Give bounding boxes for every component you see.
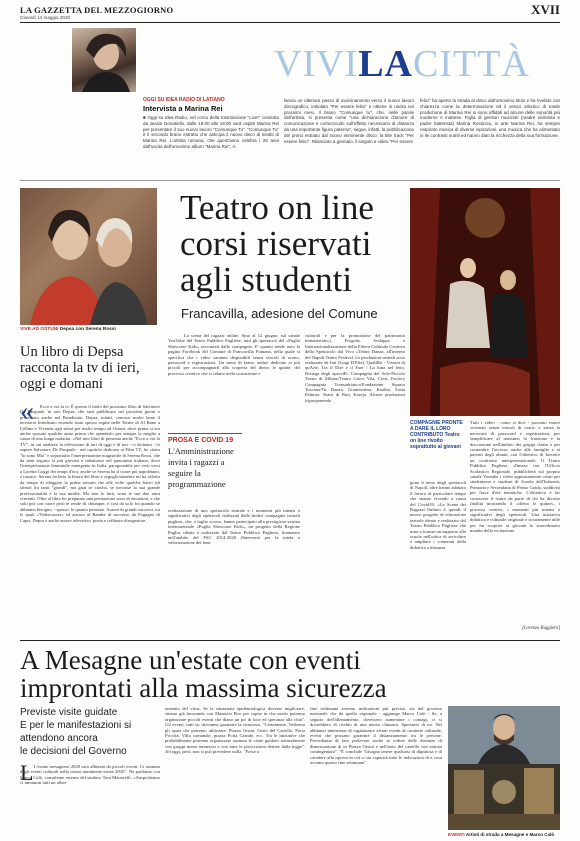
main-story-col4-body: gono il temo degli spettacoli di Napoli, altre hanno adattato il lavoro al particolare tempo che stiamo vivendo a causa del Covid19. «La Scena dei Ragazzi Online» è, quindi, il nuovo progetto di educazione teatrale ideato e realizzato dal Teatro Pubblico Pugliese che mira a fornire un supporto alle scuole nell'ottica di arricchire e ampliare i contenuti della didattica a distanza. bbox=[410, 480, 466, 550]
paper-name: LA GAZZETTA DEL MEZZOGIORNO bbox=[20, 5, 174, 15]
marco-calo-photo bbox=[448, 706, 560, 764]
page-number: XVII bbox=[531, 2, 560, 17]
top-story-title: Intervista a Marina Rei bbox=[143, 104, 223, 113]
stage-performance-icon bbox=[410, 188, 560, 416]
mesagne-photo-caption bbox=[448, 832, 554, 837]
street-performance-icon bbox=[448, 764, 560, 830]
bottom-story-col2: tamento del virus. Se la situazione epidemiologica dovesse migliorare, stiamo già lavorando con Maurizio Piro per capire in che modo potremo organizzare piccoli eventi che diano un po' di luce ed speranza alla città". Gli eventi, tutti in, dovranno garantire la sicurezza. "Certamente. Vedremo gli spazi che potremo utilizzare: Piazza Orsini, l'atrio del Castello, Porta Piccola, Villa comunale, piazza Porta Grande, ecc. Tra le iniziative che probabilmente potremo organizzare saranno le visite guidate, naturalmente con gruppi meno numerosi e con tutte le prescrizioni dettate dalla legge". Ad oggi, però, non si può prevedere nulla. "Forse a bbox=[165, 706, 305, 755]
theatre-photo bbox=[410, 188, 560, 416]
left-story-title: Un libro di Depsa racconta la tv di ieri, oggi e domani bbox=[20, 344, 140, 392]
main-story-col2: realizzazione di uno spettacolo teatrale e i momenti più intensi e significativi degli spettacoli realizzati dalle dodici compagnie teatrali pugliesi, che, a luglio scorso, hanno partecipato alla prestigiosa vetrina internazionale «Puglia Showcase Kids», un progetto della Regione Puglia, ideato e realizzato dal Teatro Pubblico Pugliese, finanziato nell'ambito del FSC 2014-2020 (Interventi per la tutela e valorizzazione dei beni bbox=[168, 508, 300, 546]
main-story-col5: Tutti i video - come si dice - possono essere visionati senza vincoli di orario e senza la necessità di password e registrazioni, per semplificare al massimo la fruizione e la discussione nell'ambito dei gruppi classe e per consentire l'accesso anche alle famiglie e ai parenti degli alunni, con l'obiettivo di favorire un confronto intergenerazionale. Il Teatro Pubblico Pugliese, d'intesa con l'Ufficio Scolastico Regionale, pubblicherà sul proprio canale Youtube i video appositamente creati per studentesse e studenti di Scuola dell'Infanzia, Primaria e Secondaria di Primo Grado, suddivisi per fasce d'età tematiche. L'obiettivo è far conoscere il teatro da parte di chi ha diverse finalità mostrando il «dietro le quinte», i processi creativi, i momenti più intensi e significativi degli spettacoli. Una iniziativa didattica e culturale originale e sicuramente utile per far scoprire ai giovani lo straordinario mondo della recitazione. bbox=[470, 420, 560, 534]
section-la: LA bbox=[358, 43, 413, 85]
portrait-icon-2 bbox=[448, 706, 560, 764]
mesagne-street-photo bbox=[448, 764, 560, 830]
depsa-caption-kicker: VIVE AD OSTUNI bbox=[20, 327, 59, 332]
top-story-col2: lancia un ulteriore passo di avvicinamento verso il nuovo lavoro discografico, intitolato "Per essere felici" e ottiene in uscita nei prossimi mesi. Il brano "Comunque tu", che, nelle parole dell'artista, si presenta come "una dichiarazione d'amore di comunicazione e cortocircuito sull'effetto necessario di distanza da una importante figura paterna", segue, infatti, la pubblicazione del primo estratto dal nuovo imminente disco: la title track "Per essere felici". Rilanciato a gennaio, il singolo e video "Per essere bbox=[284, 98, 414, 144]
bottom-title-line2: improntati alla massima sicurezza bbox=[20, 673, 387, 703]
bottom-story-divider bbox=[20, 640, 560, 641]
bottom-story-dropcap: L bbox=[20, 760, 34, 785]
mesagne-caption-kicker: EVENTI bbox=[448, 832, 465, 837]
top-story-col1: ■ Oggi su Idea Radio, nel corso della trasmissione "Live!" condotta da Jessie Donatiello, dalle 16:00 alle 19:00 sarà ospite Marina Rei per presentare il suo nuovo lavoro "Comunque Tu". "Comunque Tu" è il secondo brano estratto che anticipa il nuovo disco di inediti di Marina Rei. L'artista romana, che quest'anno celebra i 25 anni dall'uscita dell'omonimo album "Marina Rei", ri- bbox=[143, 115, 279, 149]
deck-line2: E per le manifestazioni si bbox=[20, 720, 132, 731]
covid-box-text: L'Amministrazione invita i ragazzi a seguire la programmazione bbox=[168, 446, 234, 489]
masthead bbox=[20, 4, 560, 18]
main-story-col3: culturali e per la promozione del patrimonio immateriale»). Progetto Sviluppo e Internazionalizzazione della Filiera Culturale Creativa dello Spettacolo dal Vivo «Teatro Danza, all'interno del Napoli Teatro Festival. Le produzioni teatrali sono realizzate da Inti (Luigi D'Elia), QualiBò - Visioni di quArte, Tra il Dire e il Fare / La luna nel letto, Bottega degli apocriFi, Compagnia del Sole-Piccolo Teatro di Milano/Teatro Gioco Vita, Crest, Factory Compagnia Transadriatica/Fondazione Sipario Toscana/Tir Danza, Granteatrino, Kuziba, Sosta Palmizi, Teatri di Bari, Koreja. Alcune produzioni (riproponendo bbox=[305, 333, 405, 403]
covid-box-kicker: PROSA E COVID 19 bbox=[168, 437, 234, 444]
issue-date: Giovedì 14 maggio 2020 bbox=[20, 15, 71, 20]
deck-line1: Previste visite guidate bbox=[20, 707, 118, 718]
main-story-author: [Lorenzo Ruggiero] bbox=[522, 626, 561, 631]
bottom-title-line1: A Mesagne un'estate con eventi bbox=[20, 645, 361, 675]
theatre-caption-text: COMPAGNIE PRONTE A DARE IL LORO CONTRIBUTO Teatro on line rivolto soprattutto ai giovani bbox=[410, 420, 463, 450]
depsa-photo-caption bbox=[20, 327, 116, 332]
top-story-kicker: OGGI SU IDEA RADIO DI LATIANO bbox=[143, 97, 225, 103]
bottom-story-headline bbox=[20, 646, 560, 702]
deck-line4: le decisioni del Governo bbox=[20, 746, 127, 757]
main-title-line2: corsi riservati bbox=[180, 224, 372, 263]
left-story-body: Ecco a voi la tv. È questo il titolo del prossimo libro di Salvatore De Pasquale, in arte Depsa, che sarà pubblicato nei prossimi giorni e presentato anche nel Brindisino. Depsa, infatti, conosce molto bene il territorio brindisino essendo stato spesso ospite nelle Terme di Al Bano a Cellino e Vivendo agli stessi per molto tempo ad Ostuni, dove prima si era anche sposato qualche anno prima che spenderlo per sempre la moglie a causa di una lunga malattia. «Nel mio libro di presenta anche "Ecco a voi la TV", in cui analizzo la televisione di ieri di oggi e di ieri - ci dichiara - lo sapore Salvatore De Pasquale - nel capitolo dedicato ai Film TV, ho citato "lo sono Mia" e soprattutto l'interpretazione magistrale di Serena Rossi, che da anni seguito la più giovani e talentuose nel panorama italiano, dove l'interpretazione femminile emergente in Italia, paragonabile per certi versi a Loretta Goggi dei tempi d'oro, anche se Serena ha il cuore più napoletano, e trasuce. Serena ha letto la bozza del libro e orgogliosamente mi ha offerto da tempo di rileggere la prima stesura che alle volte qualche bacio (di stima) fra tanti "grandi", ma guai se carcha, se trovasse la sua grande professionalità e la sua umiltà. Ma non lo farò, sono le sue due armi vincenti. Oltre al libro ho preparato una prestazione sono di emozioni, e che solo poi con cuore però te rende di chiunque, e così da solo fra quando se abbiamo bisogno, - spesso: le quanto pensano. Autore di grandi successi, tra le quali «Videocasser» ed ancora al Bamba di successo da Pogagno di Capri, Depsa è anche autore televisivo, poeta e raffinato disegnatore. bbox=[20, 404, 160, 523]
masthead-divider bbox=[20, 22, 560, 23]
bottom-story-deck bbox=[20, 706, 160, 758]
portrait-icon bbox=[72, 28, 136, 92]
main-title-line3: agli studenti bbox=[180, 260, 353, 299]
depsa-caption-text: Depsa con Serena Rossi bbox=[59, 327, 116, 332]
marina-rei-photo bbox=[72, 28, 136, 92]
mesagne-caption-text: Artisti di strada a Mesagne e Marco Calò bbox=[465, 832, 555, 837]
main-story-col1b bbox=[248, 433, 300, 507]
top-story-col3: felici" ha aperto la strada al disco dall'omonimo titolo e ha rivelato con chiarezza come la determinazione ed il senso artistico di totale produzione di Marina Rei si sono affidati ad alcune delle sonorità più moderne e inattese. Figlia di genitori musicisti (madre violinista e padre batterista) Marina Rosticcia, in arte Marina Rei, ha sempre respirato musica di diverse ispirazioni, una musica che ha alimentato in lei contrasti nutriti ed hanno dato la ricchezza della sua formazione. bbox=[420, 98, 560, 138]
bottom-story-col1: L'estate mesagnese 2020 sarà allietata da piccoli eventi. Ci saranno degli eventi culturali nella ormai imminente estate 2020". Ne parliamo con Marco Calò, consulente esterno del sindaco Toni Matarrelli. «Auspichiamo ci immuniti tutti un allen- bbox=[20, 764, 160, 786]
main-story-headline bbox=[180, 190, 410, 298]
covid-box bbox=[168, 433, 242, 506]
section-banner bbox=[274, 44, 564, 84]
people-photo-icon bbox=[20, 188, 157, 325]
section-vivi: VIVI bbox=[274, 43, 359, 85]
main-title-line1: Teatro on line bbox=[180, 188, 374, 227]
bottom-story-col3: fine settimana avremo indicazioni più precise, sia dal governo nazionale che da quello regionale - aggiunge Marco Calò - Se, a seguito dell'allentamento, dovessero aumentare i contagi, ci si dovrebbero di rischio di una nuova chiusura. Speriamo di no. Nei abbiamo intenzione di organizzare alcuni eventi di carattere culturale, eventi che possano garantire il distanziamento tra le persone. Prevediamo di fare prelevare anche in ordine delle distanze di dimostrazione di in Piazza Orsini e nell'atrio del castello con entrata contingentata". "È conclude "bisogna tenere qualsiasi di dignitosa e di carattere alla ripresa in cui ci sia capacità tutte le indicazioni di a cosa avremo questo fine settimana". bbox=[310, 706, 442, 766]
top-story-divider bbox=[20, 180, 560, 181]
left-story-quote-mark: « bbox=[20, 396, 34, 427]
deck-line3: attendono ancora bbox=[20, 733, 98, 744]
theatre-photo-caption bbox=[410, 420, 466, 450]
main-story-col1: La scena del ragazzi online. Sino al 12 giugno, sul canale YouTube del Teatro Pubblico Pugliese, tutti gli spettacoli del «Puglia Showcase Kids» raccontati dalle compagnie. E' quanto rende noto la pagina Facebook del Comune di Francavilla Fontana, nella quale si specifica che i video saranno disponibili senza vincoli di orario, password e registrazioni. Un mese di teatro online dedicato ai più piccoli per accompagnarli alla scoperta del dietro le quinte, del processo creativo che si celano nella costruzione e bbox=[168, 333, 300, 376]
main-story-subtitle: Francavilla, adesione del Comune bbox=[181, 306, 378, 321]
section-citta: CITTÀ bbox=[413, 43, 530, 85]
depsa-photo bbox=[20, 188, 157, 325]
